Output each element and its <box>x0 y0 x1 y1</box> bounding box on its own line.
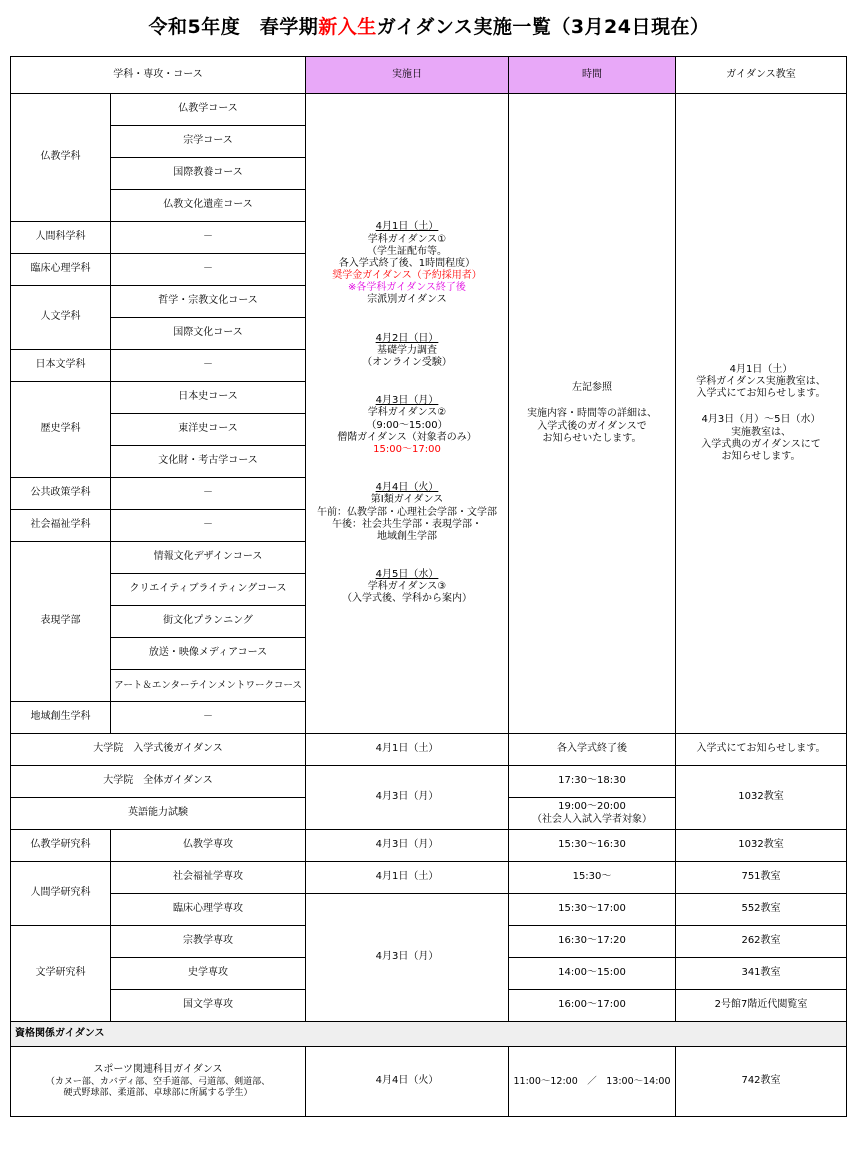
table-row <box>11 1047 847 1117</box>
dept-cell: 歴史学科 <box>11 382 111 478</box>
major-cell: 宗教学専攻 <box>111 926 306 958</box>
room-cell: 2号館7階近代閲覧室 <box>676 990 847 1022</box>
time-note-line: 左記参照 <box>572 382 612 394</box>
dept-cell: 人間学研究科 <box>11 862 111 926</box>
schedule-line-red: 奨学金ガイダンス（予約採用者） <box>332 270 482 282</box>
section-header-row <box>11 1022 847 1047</box>
table-row <box>11 734 847 766</box>
room-cell: 262教室 <box>676 926 847 958</box>
course-cell: － <box>111 254 306 286</box>
course-cell: 放送・映像メディアコース <box>111 638 306 670</box>
time-cell: 16:30～17:20 <box>509 926 676 958</box>
course-cell: 国際文化コース <box>111 318 306 350</box>
room-cell: 341教室 <box>676 958 847 990</box>
schedule-line: （入学式後、学科から案内） <box>342 593 472 605</box>
table-row <box>11 894 847 926</box>
major-cell: 臨床心理学専攻 <box>111 894 306 926</box>
grad-name-cell: 英語能力試験 <box>11 798 306 830</box>
room-note-line: 4月1日（土） <box>729 363 793 375</box>
title-suffix: ガイダンス実施一覧（3月24日現在） <box>376 16 710 38</box>
dept-cell: 表現学部 <box>11 542 111 702</box>
course-cell: 情報文化デザインコース <box>111 542 306 574</box>
table-row <box>11 830 847 862</box>
course-cell: アート＆エンターテインメントワークコース <box>111 670 306 702</box>
grad-name-cell: 大学院 全体ガイダンス <box>11 766 306 798</box>
room-note-line: 入学式典のガイダンスにて <box>701 438 821 450</box>
time-cell <box>509 798 676 830</box>
schedule-line: 午前：仏教学部・心理社会学部・文学部 <box>317 506 497 518</box>
date-cell: 4月4日（火） <box>306 1047 509 1117</box>
room-note-line: 入学式にてお知らせします。 <box>696 388 826 400</box>
schedule-line: 午後：社会共生学部・表現学部・ <box>332 518 482 530</box>
time-line: （社会人入試入学者対象） <box>532 813 652 825</box>
time-cell: 15:30～17:00 <box>509 894 676 926</box>
schedule-line: （9:00～15:00） <box>366 419 448 431</box>
schedule-date: 4月3日（月） <box>375 395 439 407</box>
room-note-line: 実施教室は、 <box>731 426 791 438</box>
course-cell: 国際教養コース <box>111 158 306 190</box>
header-row <box>11 57 847 94</box>
guidance-table <box>10 56 847 1117</box>
table-row <box>11 766 847 798</box>
schedule-line: （オンライン受験） <box>362 357 452 369</box>
room-cell: 742教室 <box>676 1047 847 1117</box>
schedule-line: 第Ⅰ類ガイダンス <box>370 494 444 506</box>
header-dept: 学科・専攻・コース <box>11 57 306 94</box>
course-cell: 文化財・考古学コース <box>111 446 306 478</box>
dept-cell: 地域創生学科 <box>11 702 111 734</box>
course-cell: クリエイティブライティングコース <box>111 574 306 606</box>
time-cell: 11:00～12:00 ／ 13:00～14:00 <box>509 1047 676 1117</box>
undergrad-time-note <box>509 94 676 734</box>
major-cell: 社会福祉学専攻 <box>111 862 306 894</box>
time-cell: 17:30～18:30 <box>509 766 676 798</box>
major-cell: 国文学専攻 <box>111 990 306 1022</box>
time-note-line: 入学式後のガイダンスで <box>537 420 647 432</box>
qualification-name: スポーツ関連科目ガイダンス <box>93 1064 223 1075</box>
date-cell: 4月1日（土） <box>306 862 509 894</box>
undergrad-room-note <box>676 94 847 734</box>
schedule-date: 4月2日（日） <box>375 332 439 344</box>
schedule-line: 各入学式終了後、1時間程度） <box>338 257 476 269</box>
schedule-line-red: 15:00～17:00 <box>373 443 441 455</box>
section-title: 資格関係ガイダンス <box>11 1022 847 1047</box>
qualification-name-cell <box>11 1047 306 1117</box>
schedule-line: 僧階ガイダンス（対象者のみ） <box>337 431 477 443</box>
time-cell: 16:00～17:00 <box>509 990 676 1022</box>
dept-cell: 人間科学科 <box>11 222 111 254</box>
grad-name-cell: 大学院 入学式後ガイダンス <box>11 734 306 766</box>
date-cell: 4月3日（月） <box>306 894 509 1022</box>
time-cell: 15:30～ <box>509 862 676 894</box>
course-cell: 日本史コース <box>111 382 306 414</box>
qualification-note: 硬式野球部、柔道部、卓球部に所属する学生） <box>63 1087 253 1098</box>
date-cell: 4月3日（月） <box>306 830 509 862</box>
schedule-date: 4月5日（水） <box>375 569 439 581</box>
schedule-line: 学科ガイダンス③ <box>367 581 447 593</box>
page-title <box>0 12 858 39</box>
dept-cell: 社会福祉学科 <box>11 510 111 542</box>
course-cell: 宗学コース <box>111 126 306 158</box>
title-prefix: 令和5年度 春学期 <box>148 16 319 38</box>
room-note-line: 学科ガイダンス実施教室は、 <box>696 376 826 388</box>
room-cell: 751教室 <box>676 862 847 894</box>
course-cell: － <box>111 222 306 254</box>
time-note-line: 実施内容・時間等の詳細は、 <box>527 408 657 420</box>
course-cell: － <box>111 478 306 510</box>
room-cell: 1032教室 <box>676 830 847 862</box>
schedule-line: 宗派別ガイダンス <box>367 294 447 306</box>
undergrad-schedule <box>306 94 509 734</box>
dept-cell: 公共政策学科 <box>11 478 111 510</box>
date-cell: 4月3日（月） <box>306 766 509 830</box>
schedule-date: 4月4日（火） <box>375 482 439 494</box>
dept-cell: 仏教学研究科 <box>11 830 111 862</box>
room-note-line: 4月3日（月）～5日（水） <box>701 414 821 426</box>
table-row <box>11 862 847 894</box>
course-cell: － <box>111 510 306 542</box>
qualification-note: （カヌー部、カバディ部、空手道部、弓道部、剣道部、 <box>45 1076 271 1087</box>
course-cell: － <box>111 350 306 382</box>
course-cell: － <box>111 702 306 734</box>
schedule-line: 地域創生学部 <box>377 530 437 542</box>
course-cell: 哲学・宗教文化コース <box>111 286 306 318</box>
major-cell: 仏教学専攻 <box>111 830 306 862</box>
room-note-line: お知らせします。 <box>721 450 801 462</box>
title-highlight: 新入生 <box>318 16 377 38</box>
room-cell: 1032教室 <box>676 766 847 830</box>
schedule-line-magenta: ※各学科ガイダンス終了後 <box>348 282 466 294</box>
dept-cell: 臨床心理学科 <box>11 254 111 286</box>
course-cell: 仏教学コース <box>111 94 306 126</box>
room-cell: 552教室 <box>676 894 847 926</box>
course-cell: 仏教文化遺産コース <box>111 190 306 222</box>
schedule-line: 基礎学力調査 <box>377 344 437 356</box>
schedule-date: 4月1日（土） <box>375 221 439 233</box>
dept-cell: 文学研究科 <box>11 926 111 1022</box>
time-note-line: お知らせいたします。 <box>542 432 642 444</box>
time-cell: 14:00～15:00 <box>509 958 676 990</box>
time-cell: 各入学式終了後 <box>509 734 676 766</box>
schedule-line: 学科ガイダンス① <box>367 233 447 245</box>
dept-cell: 仏教学科 <box>11 94 111 222</box>
course-cell: 東洋史コース <box>111 414 306 446</box>
schedule-line: （学生証配布等。 <box>367 245 447 257</box>
header-time: 時間 <box>509 57 676 94</box>
schedule-line: 学科ガイダンス② <box>367 407 447 419</box>
table-row <box>11 94 847 126</box>
date-cell: 4月1日（土） <box>306 734 509 766</box>
time-cell: 15:30～16:30 <box>509 830 676 862</box>
major-cell: 史学専攻 <box>111 958 306 990</box>
course-cell: 街文化プランニング <box>111 606 306 638</box>
header-date: 実施日 <box>306 57 509 94</box>
room-cell: 入学式にてお知らせします。 <box>676 734 847 766</box>
dept-cell: 日本文学科 <box>11 350 111 382</box>
dept-cell: 人文学科 <box>11 286 111 350</box>
header-room: ガイダンス教室 <box>676 57 847 94</box>
time-line: 19:00～20:00 <box>558 801 626 812</box>
